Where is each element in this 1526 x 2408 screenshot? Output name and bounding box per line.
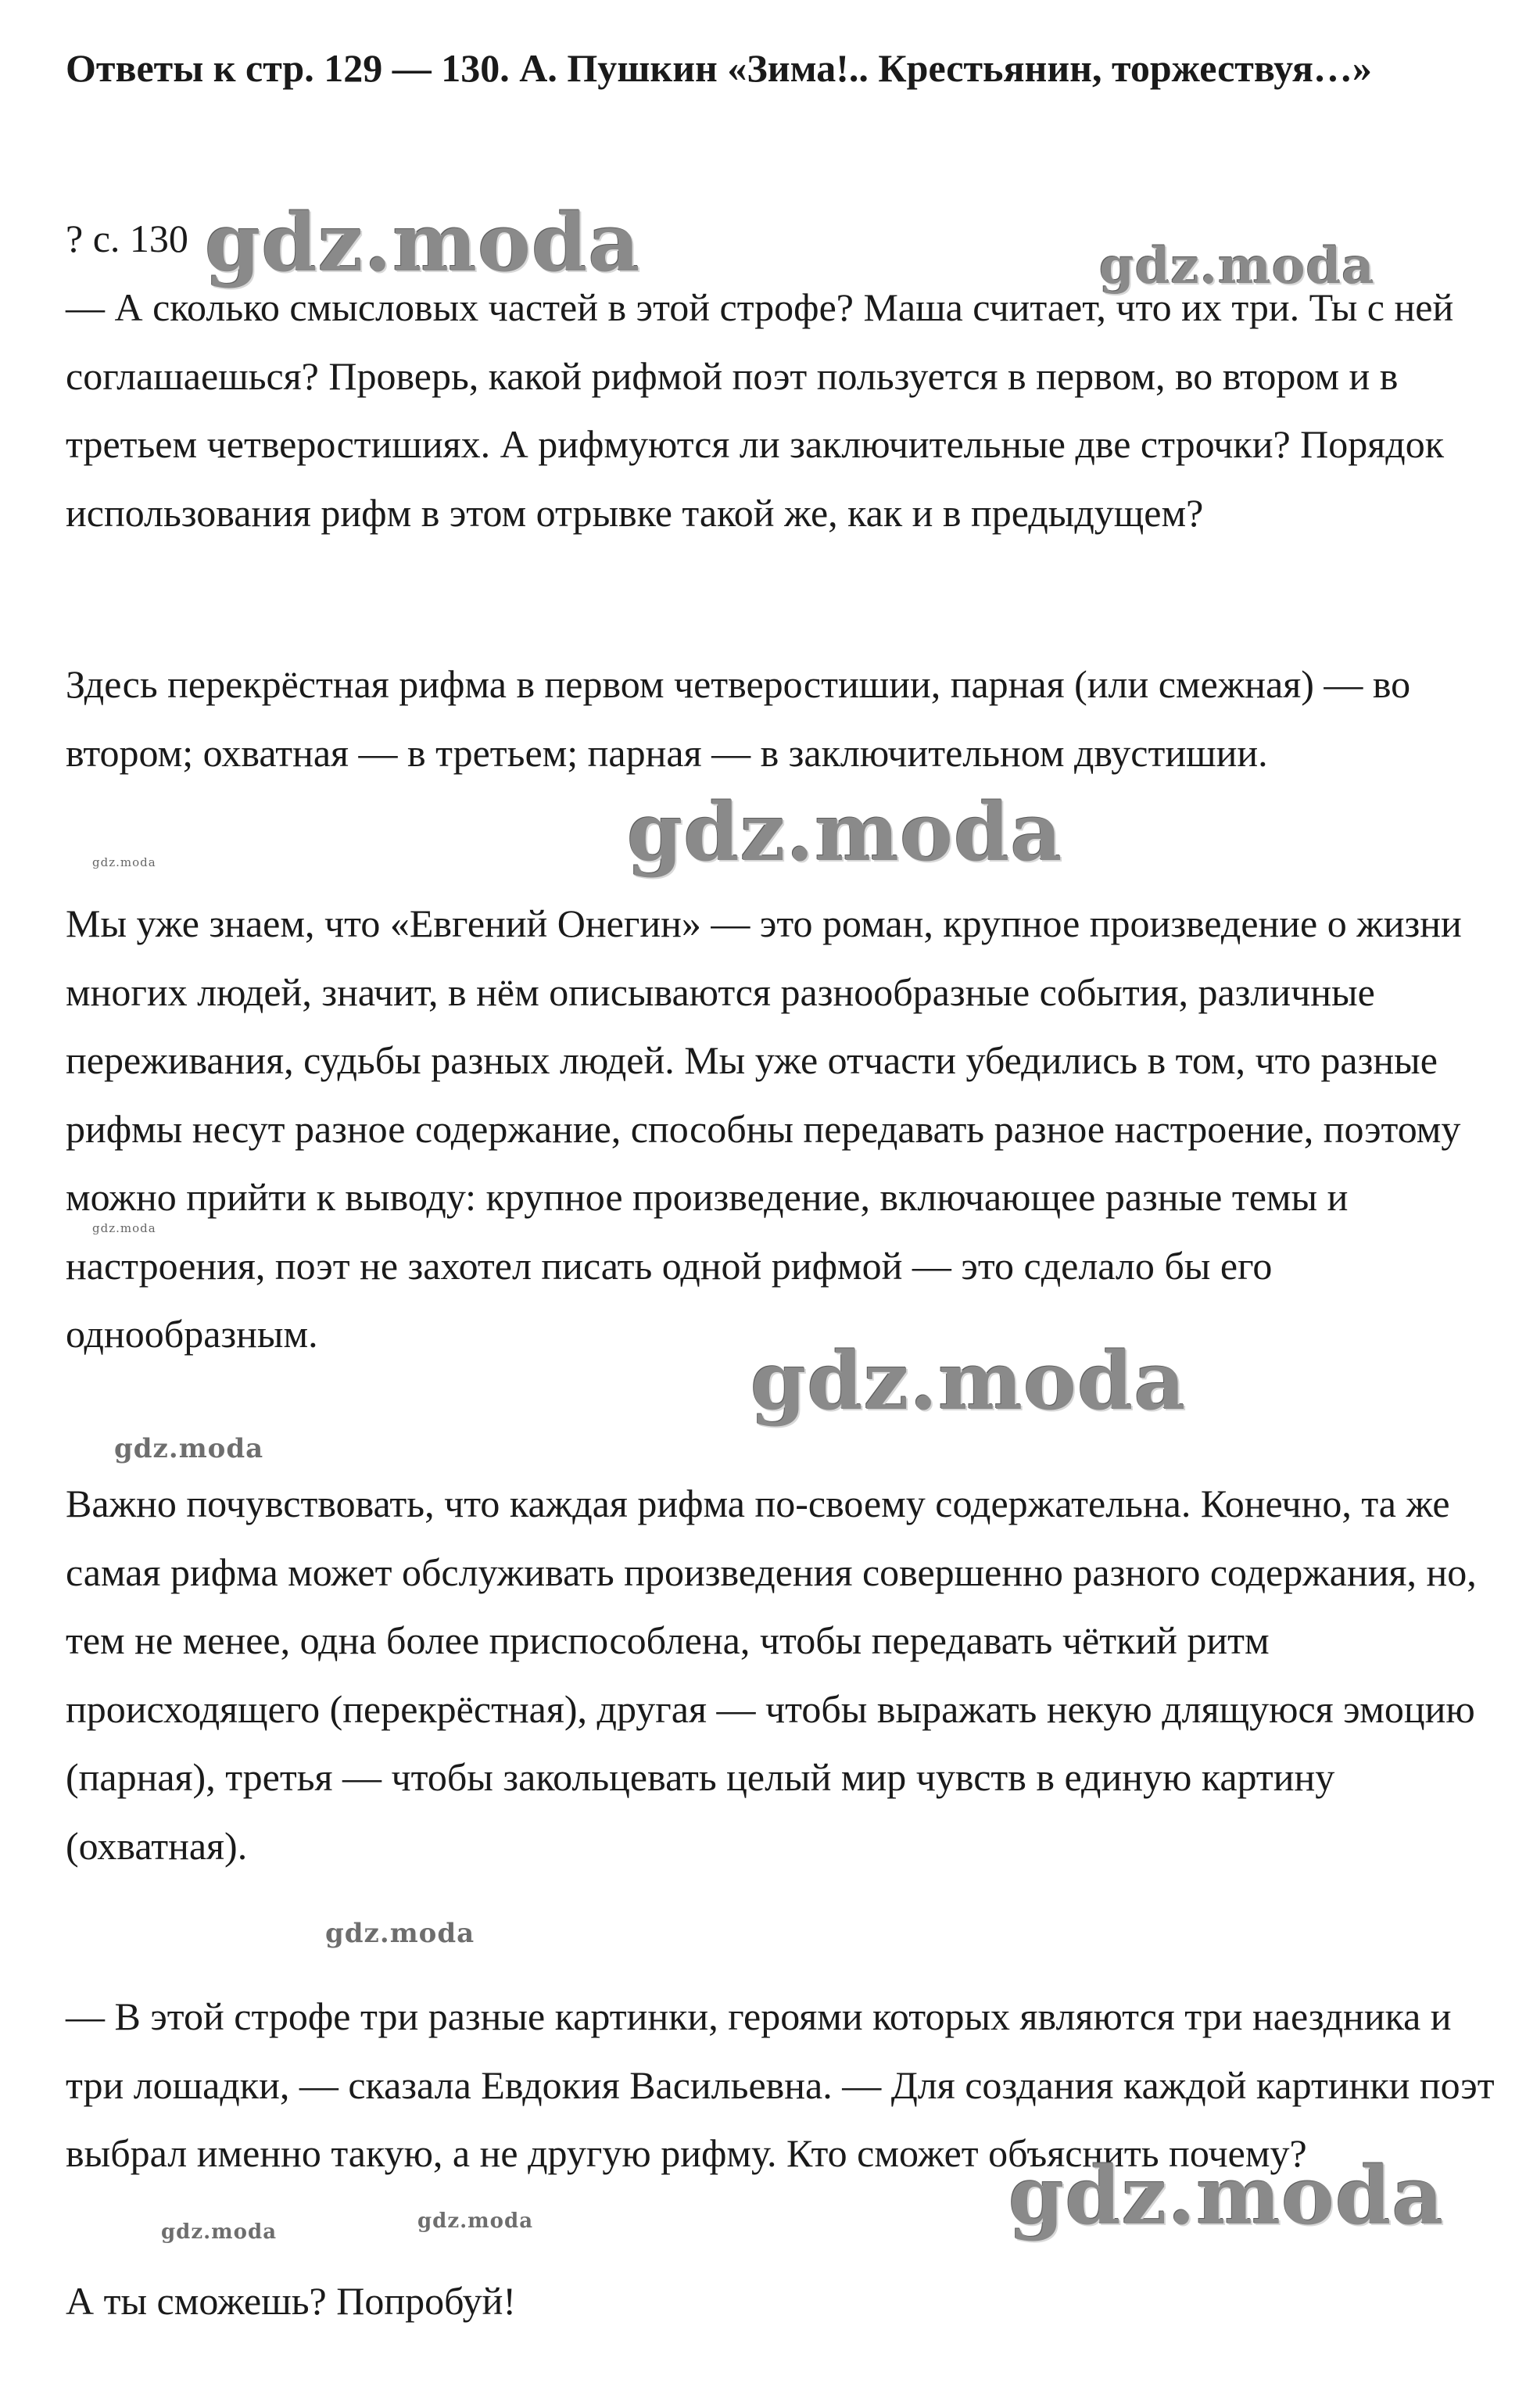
page-title: Ответы к стр. 129 — 130. А. Пушкин «Зима!.. Крестьянин, торжествуя…» [66,46,1372,90]
watermark-logo: gdz.moda [161,2220,278,2244]
watermark-logo: gdz.moda [417,2209,534,2233]
watermark-logo: gdz.moda [325,1918,475,1949]
paragraph-question: — А сколько смысловых частей в этой строфе? Маша считает, что их три. Ты с ней соглашаешься? Проверь, какой рифмой поэт пользуется в первом, во втором и в третьем четверостишиях. А рифмуются ли заключительные две строчки? Порядок использования рифм в этом отрывке такой же, как и в предыдущем? [66,285,1454,535]
paragraph-onegin: Мы уже знаем, что «Евгений Онегин» — это роман, крупное произведение о жизни многих людей, значит, в нём описываются разнообразные события, различные переживания, судьбы разных людей. Мы уже отчасти убедились в том, что разные рифмы несут разное содержание, способны передавать разное настроение, поэтому можно прийти к выводу: крупное произведение, включающее разные темы и настроения, поэт не захотел писать одной рифмой — это сделало бы его однообразным. [66,901,1462,1356]
watermark-logo: gdz.moda [92,1221,156,1235]
watermark-logo: gdz.moda [92,855,156,869]
paragraph-three-pictures: — В этой строфе три разные картинки, героями которых являются три наездника и три лошадки, — сказала Евдокия Васильевна. — Для создания каждой картинки поэт выбрал именно такую, а не другую рифму. Кто сможет объяснить почему? [66,1994,1495,2175]
watermark-logo: gdz.moda [750,1335,1187,1428]
watermark-logo: gdz.moda [114,1433,264,1464]
watermark-logo: gdz.moda [205,196,641,290]
paragraph-answer-rhymes: Здесь перекрёстная рифма в первом четверостишии, парная (или смежная) — во втором; охватная — в третьем; парная — в заключительном двустишии. [66,662,1411,775]
watermark-logo: gdz.moda [1099,237,1375,296]
page-reference: ? с. 130 [66,217,188,260]
watermark-logo: gdz.moda [1008,2149,1445,2243]
watermark-logo: gdz.moda [627,786,1063,880]
paragraph-try: А ты сможешь? Попробуй! [66,2279,517,2323]
paragraph-rhyme-meaning: Важно почувствовать, что каждая рифма по-своему содержательна. Конечно, та же самая рифма может обслуживать произведения совершенно разного содержания, но, тем не менее, одна более приспособлена, чтобы передавать чёткий ритм происходящего (перекрёстная), другая — чтобы выражать некую длящуюся эмоцию (парная), третья — чтобы закольцевать целый мир чувств в единую картину (охватная). [66,1482,1477,1868]
